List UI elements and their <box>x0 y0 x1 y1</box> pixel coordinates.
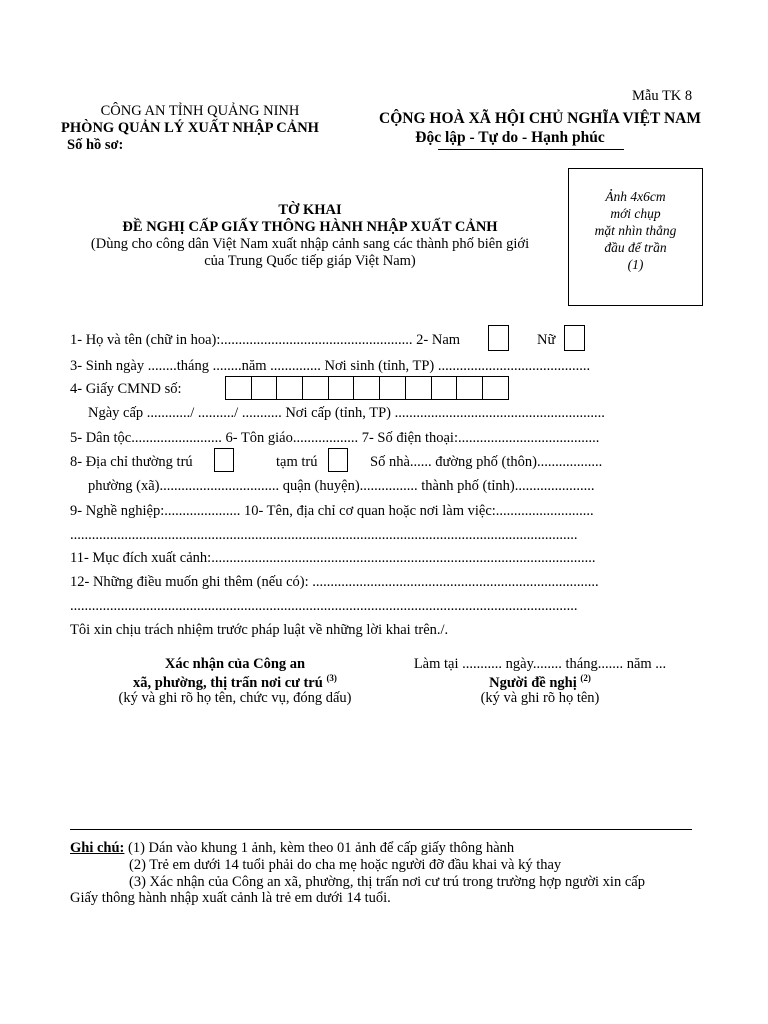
declaration: Tôi xin chịu trách nhiệm trước pháp luật về những lời khai trên./. <box>70 622 449 638</box>
note-3-cont: Giấy thông hành nhập xuất cảnh là trẻ em dưới 14 tuổi. <box>70 890 391 906</box>
police-confirm-sub-text: xã, phường, thị trấn nơi cư trú <box>133 674 323 691</box>
country-name: CỘNG HOÀ XÃ HỘI CHỦ NGHĨA VIỆT NAM <box>379 110 701 127</box>
field-temporary-label: tạm trú <box>276 454 318 470</box>
form-scope-1: (Dùng cho công dân Việt Nam xuất nhập cảnh sang các thành phố biên giới <box>90 236 530 252</box>
id-digit-box[interactable] <box>456 376 483 400</box>
id-digit-box[interactable] <box>379 376 406 400</box>
field-occupation-workplace: 9- Nghề nghiệp:..................... 10- Tên, địa chỉ cơ quan hoặc nơi làm việc:........................... <box>70 503 594 519</box>
place-date: Làm tại ........... ngày........ tháng....... năm ... <box>413 656 667 672</box>
field-id-card-label: 4- Giấy CMND số: <box>70 381 182 397</box>
field-id-issue: Ngày cấp ............/ ........../ ........... Nơi cấp (tỉnh, TP) .......................................................... <box>88 405 605 421</box>
police-confirm-instr: (ký và ghi rõ họ tên, chức vụ, đóng dấu) <box>118 690 352 706</box>
note-3: (3) Xác nhận của Công an xã, phường, thị trấn nơi cư trú trong trường hợp người xin cấp <box>129 874 645 890</box>
field-ethnicity-religion-phone: 5- Dân tộc......................... 6- Tôn giáo.................. 7- Số điện thoại:....................................... <box>70 430 600 446</box>
applicant-title <box>390 673 690 692</box>
field-birth: 3- Sinh ngày ........tháng ........năm .............. Nơi sinh (tỉnh, TP) .......................................... <box>70 358 591 374</box>
photo-instr-4: đầu để trần <box>604 240 667 255</box>
id-digit-box[interactable] <box>482 376 509 400</box>
form-scope-2: của Trung Quốc tiếp giáp Việt Nam) <box>204 253 416 269</box>
photo-instr-5: (1) <box>627 257 644 272</box>
applicant-instr: (ký và ghi rõ họ tên) <box>480 690 600 706</box>
motto-underline <box>438 149 624 150</box>
photo-instr-1: Ảnh 4x6cm <box>605 189 666 204</box>
field-dots-line: ............................................................................................................................................ <box>70 598 578 614</box>
notes-label: Ghi chú: <box>70 840 125 856</box>
note-1 <box>70 840 514 857</box>
id-number-boxes[interactable] <box>226 376 509 400</box>
agency-name: CÔNG AN TỈNH QUẢNG NINH <box>100 103 300 119</box>
id-digit-box[interactable] <box>405 376 432 400</box>
photo-instr-3: mặt nhìn thẳng <box>594 223 677 238</box>
form-code: Mẫu TK 8 <box>632 88 693 104</box>
id-digit-box[interactable] <box>276 376 303 400</box>
id-digit-box[interactable] <box>353 376 380 400</box>
note-2: (2) Trẻ em dưới 14 tuổi phải do cha mẹ hoặc người đỡ đầu khai và ký thay <box>129 857 562 873</box>
note-ref-2: (2) <box>580 673 591 683</box>
id-digit-box[interactable] <box>225 376 252 400</box>
field-full-name: 1- Họ và tên (chữ in hoa):..................................................... 2- Nam <box>70 332 461 348</box>
applicant-title-text: Người đề nghị <box>489 674 577 691</box>
form-subtitle: ĐỀ NGHỊ CẤP GIẤY THÔNG HÀNH NHẬP XUẤT CẢNH <box>122 219 498 235</box>
field-female-label: Nữ <box>537 332 556 348</box>
form-title: TỜ KHAI <box>278 202 342 218</box>
file-number-label: Số hồ sơ: <box>67 137 124 153</box>
checkbox-female[interactable] <box>564 325 585 351</box>
checkbox-permanent[interactable] <box>214 448 234 472</box>
field-dots-line: ............................................................................................................................................ <box>70 527 578 543</box>
national-motto: Độc lập - Tự do - Hạnh phúc <box>415 129 605 146</box>
police-confirm-sub <box>80 673 390 692</box>
field-ward-district-city: phường (xã)................................. quận (huyện)................ thành phố (tỉnh)...................... <box>88 478 595 494</box>
id-digit-box[interactable] <box>328 376 355 400</box>
police-confirm-title: Xác nhận của Công an <box>164 656 306 672</box>
field-additional-notes: 12- Những điều muốn ghi thêm (nếu có): ............................................................................... <box>70 574 599 590</box>
note-1-text: (1) Dán vào khung 1 ảnh, kèm theo 01 ảnh để cấp giấy thông hành <box>124 840 515 856</box>
field-house-street: Số nhà...... đường phố (thôn).................. <box>370 454 603 470</box>
field-permanent-address: 8- Địa chỉ thường trú <box>70 454 193 470</box>
checkbox-temporary[interactable] <box>328 448 348 472</box>
field-exit-purpose: 11- Mục đích xuất cảnh:.......................................................................................................... <box>70 550 596 566</box>
id-digit-box[interactable] <box>251 376 278 400</box>
id-digit-box[interactable] <box>302 376 329 400</box>
department-name: PHÒNG QUẢN LÝ XUẤT NHẬP CẢNH <box>61 120 319 136</box>
checkbox-male[interactable] <box>488 325 509 351</box>
photo-instr-2: mới chụp <box>610 206 661 221</box>
id-digit-box[interactable] <box>431 376 458 400</box>
note-ref-3: (3) <box>326 673 337 683</box>
notes-divider <box>70 829 692 830</box>
